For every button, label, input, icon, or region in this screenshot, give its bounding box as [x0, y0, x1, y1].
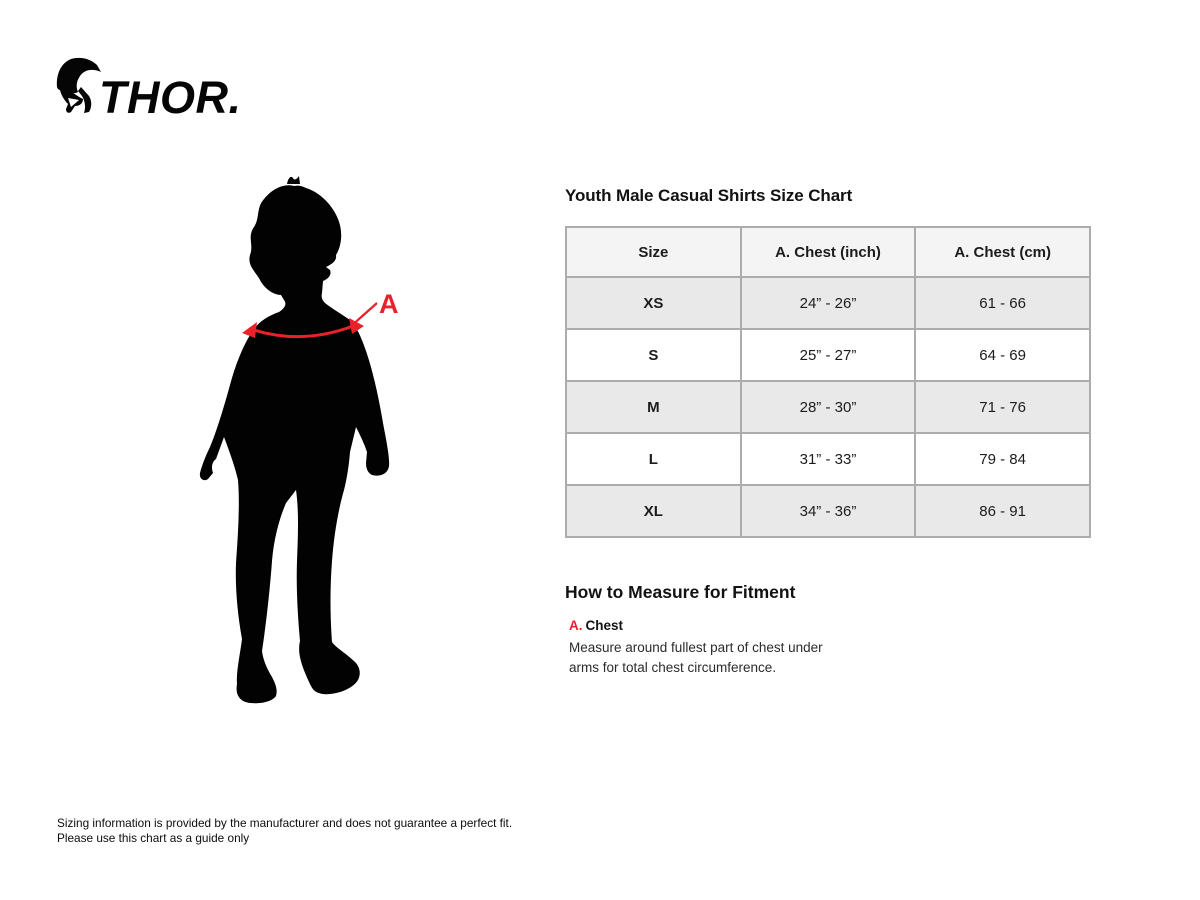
size-cell: XS [566, 277, 741, 329]
measurement-figure [180, 175, 415, 735]
measure-guide-heading: How to Measure for Fitment [565, 582, 796, 602]
arc-arrowhead-left [242, 322, 257, 338]
chest-inch-cell: 31” - 33” [741, 433, 916, 485]
goat-head-icon [57, 58, 101, 113]
chest-inch-cell: 25” - 27” [741, 329, 916, 381]
measure-item-label: Chest [585, 618, 624, 633]
thor-wordmark: THOR. [99, 72, 242, 123]
size-chart-section [565, 186, 1091, 678]
child-silhouette-svg [180, 175, 415, 735]
measure-item-title [569, 618, 1091, 633]
column-header-chest-inch: A. Chest (inch) [741, 227, 916, 277]
table-header-row [566, 227, 1090, 277]
size-cell: M [566, 381, 741, 433]
sizing-disclaimer [57, 816, 512, 846]
annotation-label-a: A [379, 289, 399, 319]
measure-item-key: A. [569, 618, 583, 633]
chest-inch-cell: 34” - 36” [741, 485, 916, 537]
disclaimer-line-2: Please use this chart as a guide only [57, 831, 250, 845]
measure-item-chest [569, 618, 1091, 678]
chest-inch-cell: 24” - 26” [741, 277, 916, 329]
size-cell: XL [566, 485, 741, 537]
thor-logo [55, 55, 255, 125]
size-cell: S [566, 329, 741, 381]
measure-item-description: Measure around fullest part of chest under arms for total chest circumference. [569, 640, 823, 675]
table-row-xl [566, 485, 1090, 537]
size-chart-table [565, 226, 1091, 538]
chest-cm-cell: 64 - 69 [915, 329, 1090, 381]
size-chart-title: Youth Male Casual Shirts Size Chart [565, 186, 853, 205]
chest-inch-cell: 28” - 30” [741, 381, 916, 433]
chest-cm-cell: 71 - 76 [915, 381, 1090, 433]
annotation-pointer-line [350, 303, 377, 327]
disclaimer-line-1: Sizing information is provided by the manufacturer and does not guarantee a perfect fit. [57, 816, 513, 830]
child-silhouette [200, 185, 389, 703]
table-row-xs [566, 277, 1090, 329]
table-row-s [566, 329, 1090, 381]
table-row-l [566, 433, 1090, 485]
thor-logo-svg [55, 55, 255, 125]
hair-tuft [287, 176, 300, 184]
column-header-chest-cm: A. Chest (cm) [915, 227, 1090, 277]
size-cell: L [566, 433, 741, 485]
chest-cm-cell: 61 - 66 [915, 277, 1090, 329]
column-header-size: Size [566, 227, 741, 277]
chest-cm-cell: 79 - 84 [915, 433, 1090, 485]
table-row-m [566, 381, 1090, 433]
chest-cm-cell: 86 - 91 [915, 485, 1090, 537]
